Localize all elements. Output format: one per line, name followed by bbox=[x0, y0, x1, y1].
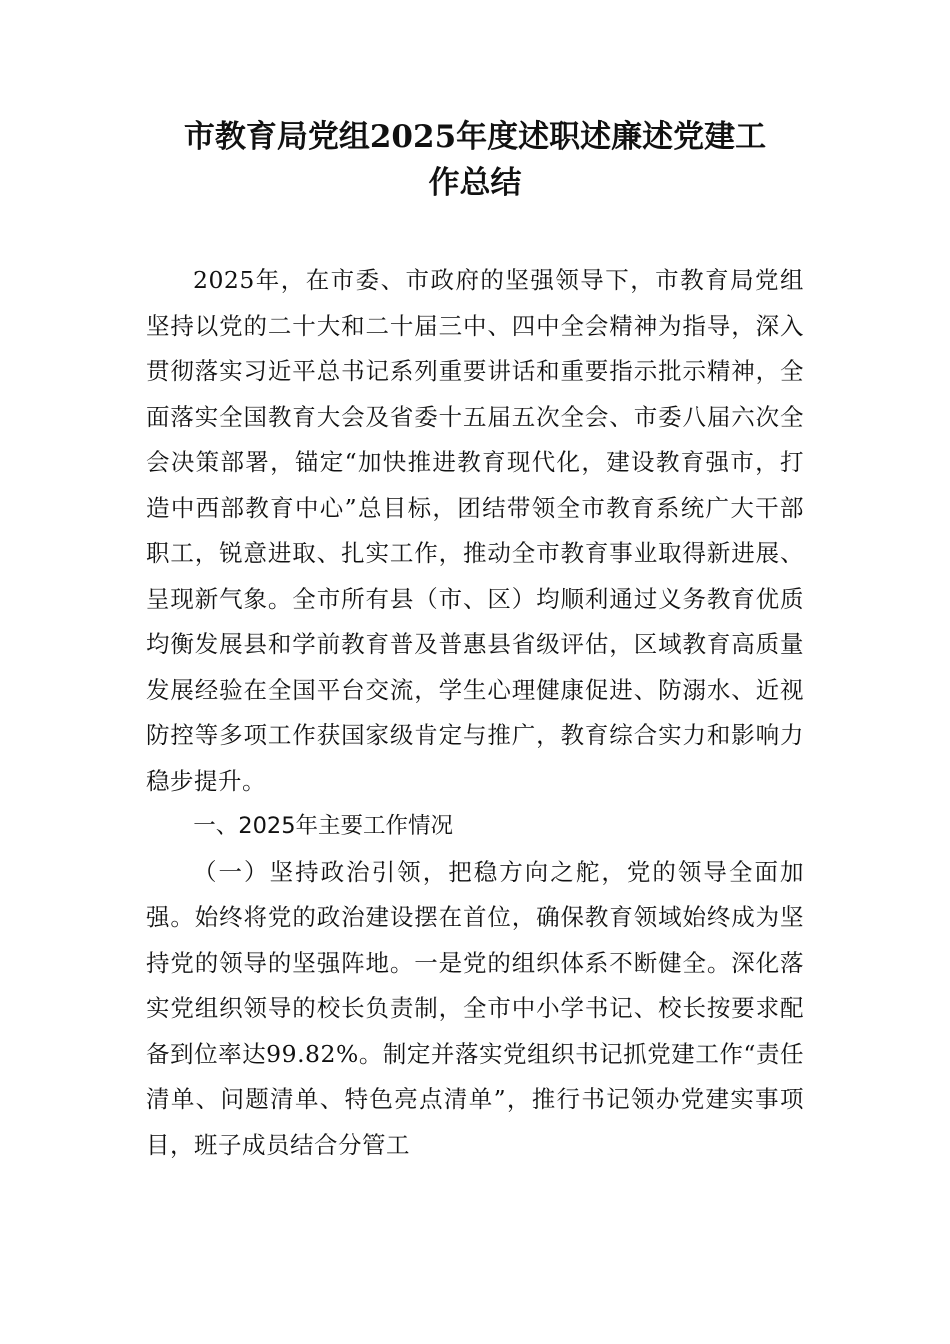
subsection-lead: （一）坚持政治引领，把稳方向之舵，党的领导全面加强。 bbox=[146, 857, 804, 931]
intro-paragraph: 2025年，在市委、市政府的坚强领导下，市教育局党组坚持以党的二十大和二十届三中、四中全会精神为指导，深入贯彻落实习近平总书记系列重要讲话和重要指示批示精神，全面落实全国教育大会及省委十五届五次全会、市委八届六次全会决策部署，锚定“加快推进教育现代化，建设教育强市，打造中西部教育中心”总目标，团结带领全市教育系统广大干部职工，锐意进取、扎实工作，推动全市教育事业取得新进展、呈现新气象。全市所有县（市、区）均顺利通过义务教育优质均衡发展县和学前教育普及普惠县省级评估，区域教育高质量发展经验在全国平台交流，学生心理健康促进、防溺水、近视防控等多项工作获国家级肯定与推广，教育综合实力和影响力稳步提升。 bbox=[146, 266, 804, 795]
document-title bbox=[146, 114, 804, 206]
subsection-paragraph-1 bbox=[146, 850, 804, 1169]
document-body bbox=[146, 258, 804, 1168]
title-line-2: 作总结 bbox=[428, 165, 522, 201]
subsection-body: 始终将党的政治建设摆在首位，确保教育领域始终成为坚持党的领导的坚强阵地。一是党的组织体系不断健全。深化落实党组织领导的校长负责制，全市中小学书记、校长按要求配备到位率达99.82%。制定并落实党组织书记抓党建工作“责任清单、问题清单、特色亮点清单”，推行书记领办党建实事项目，班子成员结合分管工 bbox=[146, 903, 805, 1159]
section-heading-1: 一、2025年主要工作情况 bbox=[193, 813, 454, 839]
title-line-1: 市教育局党组2025年度述职述廉述党建工 bbox=[183, 119, 767, 155]
